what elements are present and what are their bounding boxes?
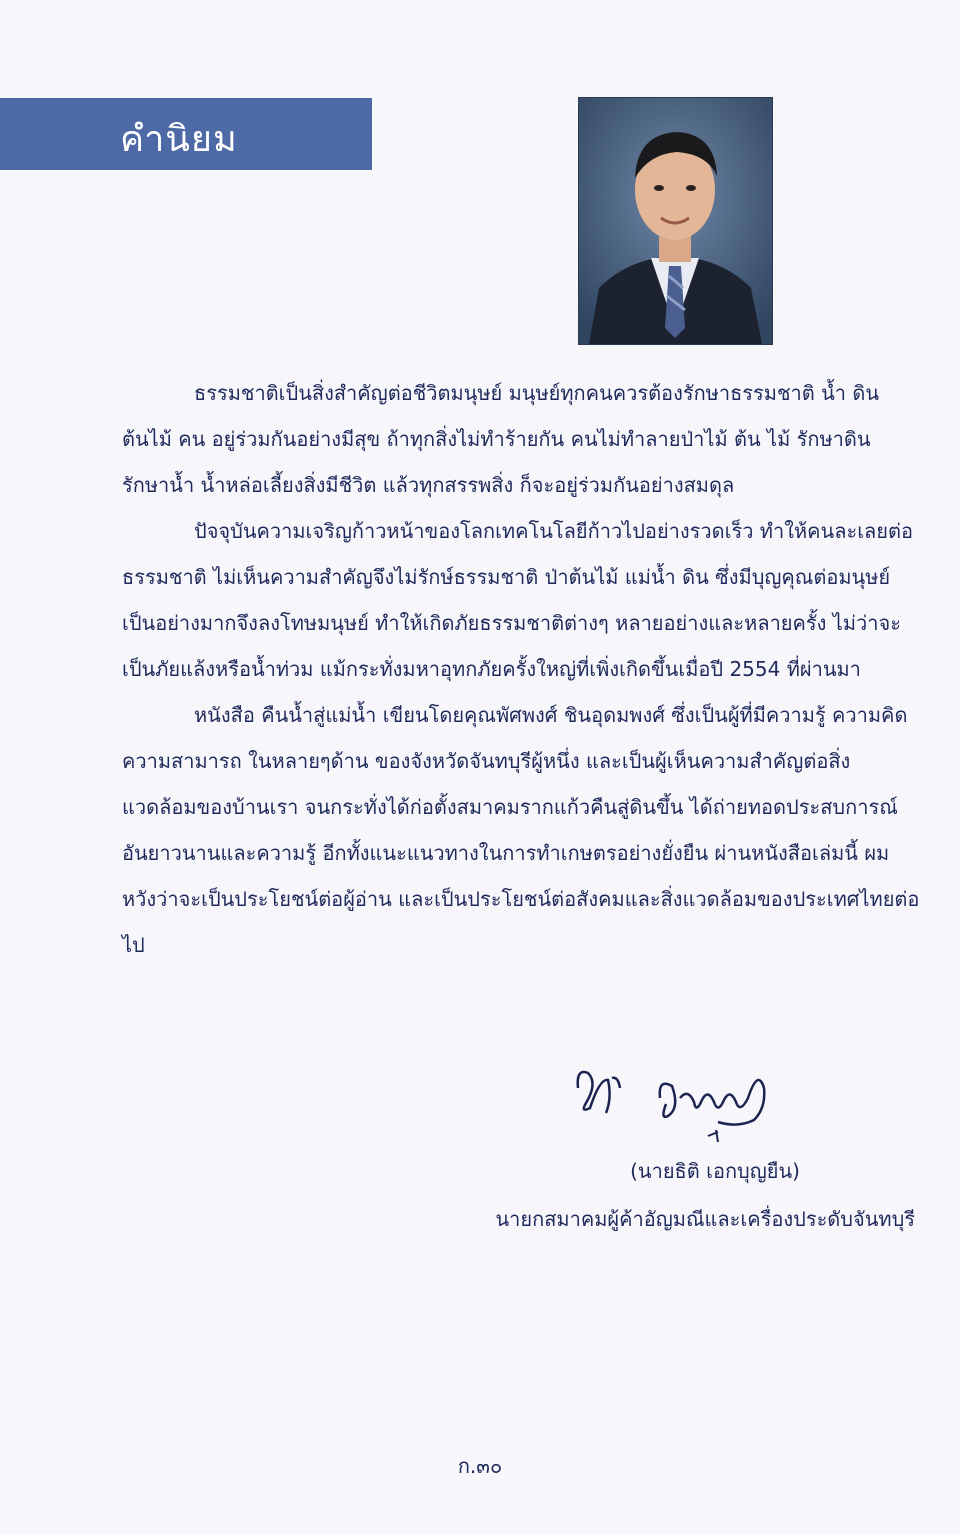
signatory-title: นายกสมาคมผู้ค้าอัญมณีและเครื่องประดับจันทบุรี — [495, 1207, 915, 1231]
portrait-photo — [578, 97, 773, 345]
page-title: คำนิยม — [120, 119, 238, 160]
paragraph-3: หนังสือ คืนน้ำสู่แม่น้ำ เขียนโดยคุณพัศพงศ์ ชินอุดมพงศ์ ซึ่งเป็นผู้ที่มีความรู้ ความคิด ความสามารถ ในหลายๆด้าน ของจังหวัดจันทบุรีผู้หนึ่ง และเป็นผู้เห็นความสำคัญต่อสิ่งแวดล้อมของบ้านเรา จนกระทั่งได้ก่อตั้งสมาคมรากแก้วคืนสู่ดินขึ้น ได้ถ่ายทอดประสบการณ์อันยาวนานและความรู้ อีกทั้งแนะแนวทางในการทำเกษตรอย่างยั่งยืน ผ่านหนังสือเล่มนี้ ผมหวังว่าจะเป็นประโยชน์ต่อผู้อ่าน และเป็นประโยชน์ต่อสังคมและสิ่งแวดล้อมของประเทศไทยต่อไป — [122, 703, 920, 957]
paragraph-1: ธรรมชาติเป็นสิ่งสำคัญต่อชีวิตมนุษย์ มนุษย์ทุกคนควรต้องรักษาธรรมชาติ น้ำ ดิน ต้นไม้ คน อยู่ร่วมกันอย่างมีสุข ถ้าทุกสิ่งไม่ทำร้ายกัน คนไม่ทำลายป่าไม้ ต้น ไม้ รักษาดิน รักษาน้ำ น้ำหล่อเลี้ยงสิ่งมีชีวิต แล้วทุกสรรพสิ่ง ก็จะอยู่ร่วมกันอย่างสมดุล — [122, 381, 880, 497]
page-number: ก.๓๐ — [457, 1454, 503, 1478]
signatory-name: (นายธิติ เอกบุญยืน) — [630, 1159, 800, 1183]
body-text — [122, 370, 922, 968]
header-band — [0, 98, 372, 170]
handwritten-signature — [568, 1058, 778, 1148]
paragraph-2: ปัจจุบันความเจริญก้าวหน้าของโลกเทคโนโลยีก้าวไปอย่างรวดเร็ว ทำให้คนละเลยต่อธรรมชาติ ไม่เห็นความสำคัญจึงไม่รักษ์ธรรมชาติ ป่าต้นไม้ แม่น้ำ ดิน ซึ่งมีบุญคุณต่อมนุษย์เป็นอย่างมากจึงลงโทษมนุษย์ ทำให้เกิดภัยธรรมชาติต่างๆ หลายอย่างและหลายครั้ง ไม่ว่าจะเป็นภัยแล้งหรือน้ำท่วม แม้กระทั่งมหาอุทกภัยครั้งใหญ่ที่เพิ่งเกิดขึ้นเมื่อปี 2554 ที่ผ่านมา — [122, 519, 914, 681]
